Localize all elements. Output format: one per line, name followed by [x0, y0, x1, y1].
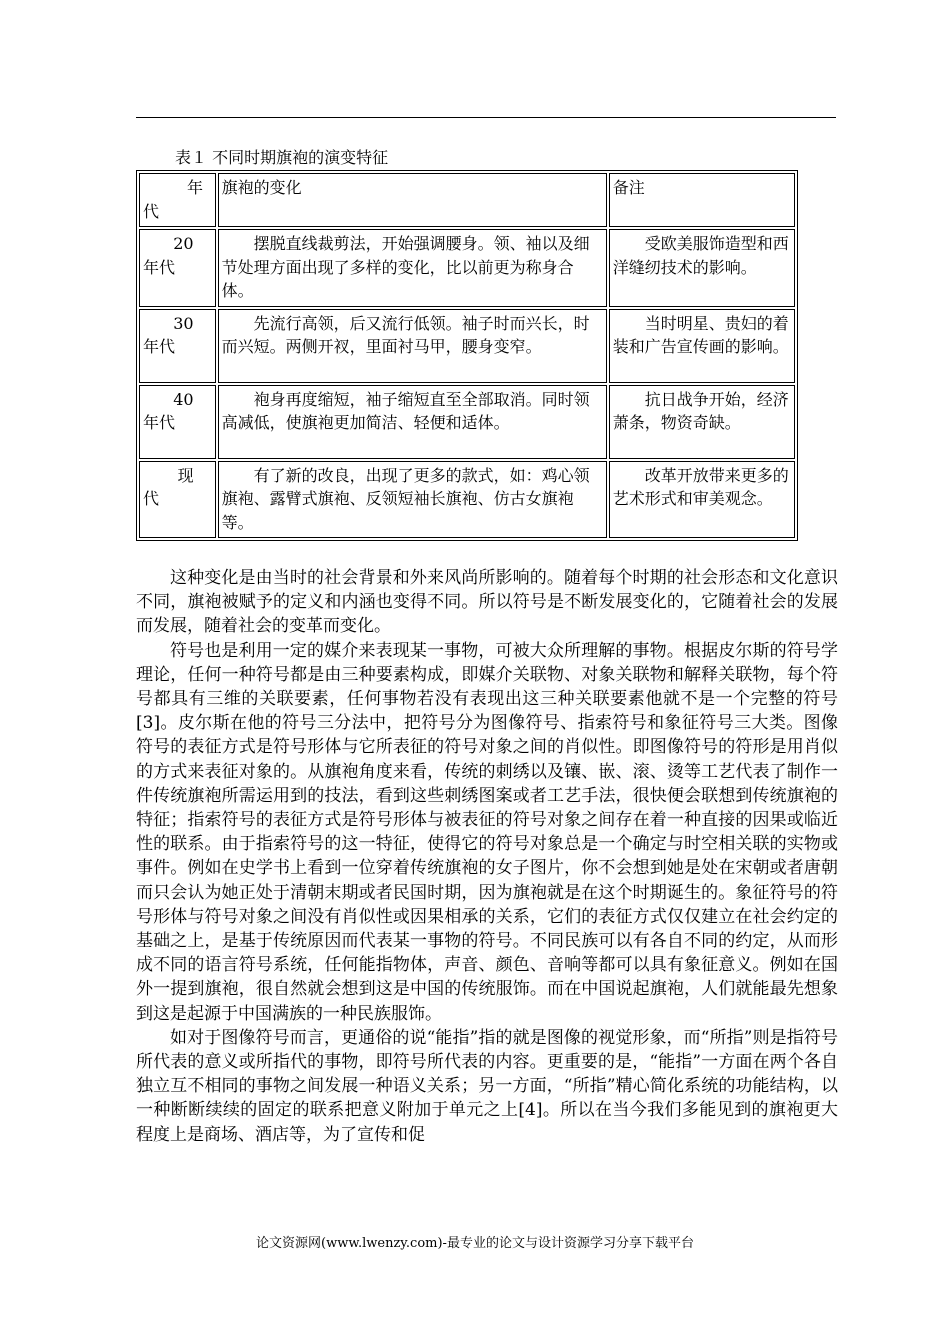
note-cell: 当时明星、贵妇的着装和广告宣传画的影响。	[609, 309, 795, 383]
header-era-cell	[139, 173, 216, 227]
table-caption: 表１ 不同时期旗袍的演变特征	[175, 148, 389, 167]
era-number: 30	[173, 313, 194, 333]
era-label: 年代	[143, 413, 176, 432]
page-footer: 论文资源网(www.lwenzy.com)-最专业的论文与设计资源学习分享下载平台	[256, 1236, 694, 1251]
table-row	[139, 385, 795, 459]
paragraph: 符号也是利用一定的媒介来表现某一事物，可被大众所理解的事物。根据皮尔斯的符号学理论，任何一种符号都是由三种要素构成，即媒介关联物、对象关联物和解释关联物，每个符号都具有三维的关联要素，任何事物若没有表现出这三种关联要素他就不是一个完整的符号[3]。皮尔斯在他的符号三分法中，把符号分为图像符号、指索符号和象征符号三大类。图像符号的表征方式是符号形体与它所表征的符号对象之间的肖似性。即图像符号的符形是用肖似的方式来表征对象的。从旗袍角度来看，传统的刺绣以及镶、嵌、滚、烫等工艺代表了制作一件传统旗袍所需运用到的技法，看到这些刺绣图案或者工艺手法，很快便会联想到传统旗袍的特征；指索符号的表征方式是符号形体与被表征的符号对象之间存在着一种直接的因果或临近性的联系。由于指索符号的这一特征，使得它的符号对象总是一个确定与时空相关联的实物或事件。例如在史学书上看到一位穿着传统旗袍的女子图片，你不会想到她是处在宋朝或者唐朝而只会认为她正处于清朝末期或者民国时期，因为旗袍就是在这个时期诞生的。象征符号的符号形体与符号对象之间没有肖似性或因果相承的关系，它们的表征方式仅仅建立在社会约定的基础之上，是基于传统原因而代表某一事物的符号。不同民族可以有各自不同的约定，从而形成不同的语言符号系统，任何能指物体，声音、颜色、音响等都可以具有象征意义。例如在国外一提到旗袍，很自然就会想到这是中国的传统服饰。而在中国说起旗袍，人们就能最先想象到这是起源于中国满族的一种民族服饰。	[136, 640, 838, 1024]
era-cell	[139, 461, 216, 539]
note-cell: 抗日战争开始，经济萧条，物资奇缺。	[609, 385, 795, 459]
era-number: 现	[177, 465, 194, 485]
change-cell: 先流行高领，后又流行低领。袖子时而兴长，时而兴短。两侧开衩，里面衬马甲，腰身变窄。	[218, 309, 607, 383]
era-label: 代	[143, 489, 160, 508]
evolution-table	[136, 170, 798, 541]
change-cell: 袍身再度缩短，袖子缩短直至全部取消。同时领高减低，使旗袍更加简洁、轻便和适体。	[218, 385, 607, 459]
change-cell: 有了新的改良，出现了更多的款式，如：鸡心领旗袍、露臂式旗袍、反领短袖长旗袍、仿古女旗袍等。	[218, 461, 607, 539]
table-row	[139, 461, 795, 539]
era-cell	[139, 229, 216, 307]
era-number: 20	[173, 234, 194, 253]
era-label: 年代	[143, 257, 176, 277]
header-era-bottom: 代	[143, 201, 160, 221]
header-change-cell: 旗袍的变化	[218, 173, 607, 227]
note-cell: 改革开放带来更多的艺术形式和审美观念。	[609, 461, 795, 539]
body-text	[136, 566, 838, 1147]
change-cell: 摆脱直线裁剪法，开始强调腰身。领、袖以及细节处理方面出现了多样的变化，比以前更为称身合体。	[218, 229, 607, 307]
header-rule	[136, 117, 836, 118]
header-note-cell: 备注	[609, 173, 795, 227]
paragraph: 这种变化是由当时的社会背景和外来风尚所影响的。随着每个时期的社会形态和文化意识不同，旗袍被赋予的定义和内涵也变得不同。所以符号是不断发展变化的，它随着社会的发展而发展，随着社会的变革而变化。	[136, 568, 838, 637]
era-label: 年代	[143, 337, 176, 356]
era-cell	[139, 309, 216, 383]
note-cell: 受欧美服饰造型和西洋缝纫技术的影响。	[609, 229, 795, 307]
header-era-top: 年	[187, 178, 204, 197]
paragraph: 如对于图像符号而言，更通俗的说“能指”指的就是图像的视觉形象，而“所指”则是指符号所代表的意义或所指代的事物，即符号所代表的内容。更重要的是，“能指”一方面在两个各自独立互不相同的事物之间发展一种语义关系；另一方面，“所指”精心简化系统的功能结构，以一种断断续续的固定的联系把意义附加于单元之上[4]。所以在当今我们多能见到的旗袍更大程度上是商场、酒店等，为了宣传和促	[136, 1027, 838, 1145]
table-row	[139, 229, 795, 307]
table-row	[139, 309, 795, 383]
era-cell	[139, 385, 216, 459]
era-number: 40	[173, 389, 194, 409]
table-header-row	[139, 173, 795, 227]
